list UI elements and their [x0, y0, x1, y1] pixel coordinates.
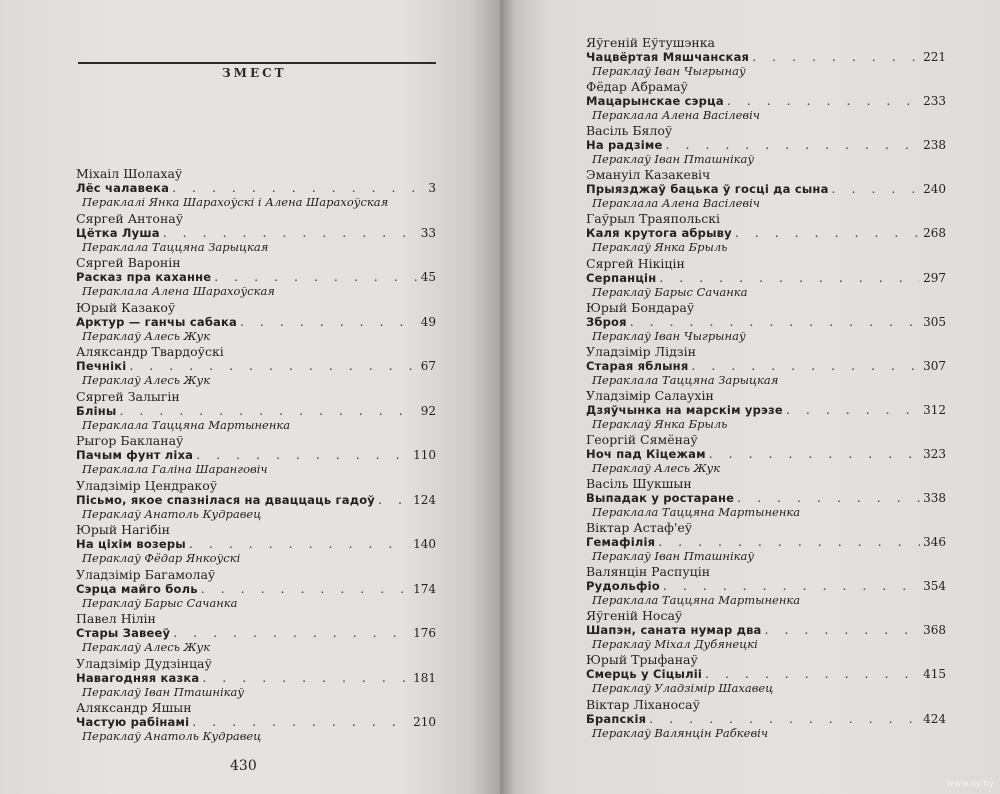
leader-dots	[214, 270, 417, 284]
entry-translator: Пераклала Таццяна Мартыненка	[592, 593, 801, 608]
leader-dots	[378, 493, 410, 507]
top-rule	[78, 62, 436, 64]
contents-entry	[76, 567, 436, 610]
leader-dots	[196, 448, 410, 462]
leader-dots	[192, 715, 410, 729]
leader-dots	[752, 50, 920, 64]
entry-author: Рыгор Бакланаў	[76, 433, 184, 448]
entry-page-number: 221	[923, 50, 946, 64]
leader-dots	[737, 491, 920, 505]
entry-title-row	[76, 270, 436, 284]
entry-title-row	[76, 226, 436, 240]
contents-entry	[586, 432, 946, 475]
contents-entry	[76, 300, 436, 343]
entry-translator: Пераклала Галіна Шаранговіч	[82, 462, 268, 476]
leader-dots	[735, 226, 920, 240]
leader-dots	[658, 535, 920, 549]
entry-translator: Пераклаў Алесь Жук	[82, 640, 211, 654]
entry-translator: Пераклаў Янка Брыль	[592, 416, 728, 431]
contents-entry	[586, 388, 946, 431]
entry-title: Смерць у Сіцыліі	[586, 667, 702, 682]
entry-title-row	[76, 315, 436, 329]
leader-dots	[202, 671, 410, 685]
entry-title-row	[586, 491, 946, 505]
contents-entry	[586, 79, 946, 122]
entry-title-row	[586, 447, 946, 461]
entry-page-number: 124	[413, 492, 436, 507]
entry-title: Выпадак у ростаране	[586, 491, 735, 505]
entry-title-row	[76, 715, 436, 729]
contents-entry	[76, 478, 436, 521]
contents-entry	[76, 522, 436, 565]
entry-translator: Пераклаў Іван Пташнікаў	[592, 152, 755, 167]
entry-translator: Пераклаў Янка Брыль	[592, 240, 728, 255]
entry-translator: Пераклаў Анатоль Кудравец	[82, 729, 262, 743]
entry-translator: Пераклаў Барыс Сачанка	[82, 595, 238, 610]
contents-entry	[76, 389, 436, 432]
leader-dots	[659, 271, 920, 285]
entry-author: Яўгеній Еўтушэнка	[586, 35, 715, 50]
entry-title-row	[76, 404, 436, 418]
leader-dots	[129, 359, 417, 373]
entry-translator: Пераклалі Янка Шарахоўскі і Алена Шарахоўская	[82, 195, 389, 209]
contents-heading: ЗМЕСТ	[222, 66, 287, 80]
entry-author: Яўгеній Носаў	[586, 608, 683, 624]
entry-page-number: 297	[923, 270, 946, 285]
entry-page-number: 45	[420, 270, 436, 284]
entry-title: Чацвёртая Мяшчанская	[586, 50, 750, 64]
entry-title: Ноч пад Кіцежам	[586, 446, 706, 461]
entry-page-number: 33	[420, 225, 436, 240]
entry-translator: Пераклаў Іван Пташнікаў	[592, 549, 755, 564]
entry-title-row	[586, 712, 946, 726]
entry-translator: Пераклала Таццяна Мартыненка	[82, 417, 291, 432]
entry-author: Уладзімір Дудзінцаў	[76, 655, 212, 671]
leader-dots	[832, 182, 921, 196]
entry-author: Сяргей Нікіцін	[586, 255, 685, 271]
contents-entry	[76, 344, 436, 387]
leader-dots	[765, 623, 921, 637]
entry-page-number: 140	[413, 537, 436, 551]
entry-page-number: 307	[923, 358, 946, 373]
entry-title-row	[586, 138, 946, 152]
entry-page-number: 368	[923, 623, 946, 638]
entry-translator: Пераклала Таццяна Зарыцкая	[82, 239, 269, 254]
contents-entry	[586, 35, 946, 78]
entry-page-number: 323	[923, 446, 946, 461]
entry-page-number: 181	[413, 670, 436, 685]
entry-page-number: 67	[420, 359, 436, 373]
entry-title-row	[76, 626, 436, 640]
contents-entry	[76, 700, 436, 743]
entry-author: Віктар Астаф'еў	[586, 520, 693, 536]
entry-author: Валянцін Распуцін	[586, 564, 711, 580]
contents-entry	[586, 167, 946, 210]
entry-title: Лёс чалавека	[76, 181, 170, 195]
entry-page-number: 176	[413, 626, 436, 640]
leader-dots	[691, 359, 920, 373]
entry-title-row	[586, 271, 946, 285]
entry-title-row	[586, 535, 946, 549]
entry-title: Пачым фунт ліха	[76, 448, 194, 462]
entry-title: Шапэн, саната нумар два	[586, 623, 762, 638]
entry-title: Стары Завееў	[76, 626, 171, 640]
entry-translator: Пераклаў Валянцін Рабкевіч	[592, 725, 768, 740]
entry-title: Серпанцін	[586, 270, 657, 285]
entry-author: Юрый Нагібін	[76, 522, 170, 537]
entry-title-row	[76, 582, 436, 596]
entry-title: Бліны	[76, 403, 117, 418]
entry-translator: Пераклала Алена Васілевіч	[592, 108, 760, 123]
entry-title-row	[586, 50, 946, 64]
entry-page-number: 338	[923, 491, 946, 505]
entry-title: На ціхім возеры	[76, 537, 186, 551]
contents-entry	[586, 123, 946, 166]
entry-title-row	[76, 448, 436, 462]
leader-dots	[189, 537, 410, 551]
entry-title: Печнікі	[76, 359, 127, 373]
entry-author: Юрый Бондараў	[586, 299, 695, 315]
entry-page-number: 424	[923, 711, 946, 726]
contents-entry	[586, 476, 946, 519]
entry-translator: Пераклаў Іван Чыгрынаў	[592, 328, 746, 343]
entry-translator: Пераклаў Барыс Сачанка	[592, 284, 748, 299]
leader-dots	[727, 94, 920, 108]
entry-title-row	[586, 579, 946, 593]
entry-author: Сяргей Антонаў	[76, 210, 184, 226]
leader-dots	[663, 579, 920, 593]
entry-title: На радзіме	[586, 138, 663, 153]
contents-entry	[586, 520, 946, 563]
entry-author: Міхаіл Шолахаў	[76, 166, 183, 181]
entry-translator: Пераклаў Алесь Жук	[82, 373, 211, 387]
entry-translator: Пераклала Алена Васілевіч	[592, 196, 760, 211]
entry-title: Расказ пра каханне	[76, 270, 212, 284]
entry-page-number: 174	[413, 581, 436, 596]
entry-author: Уладзімір Цендракоў	[76, 477, 218, 493]
entry-page-number: 354	[923, 579, 946, 594]
entry-author: Васіль Бялоў	[586, 123, 673, 139]
contents-entry	[76, 255, 436, 298]
entry-author: Аляксандр Яшын	[76, 700, 192, 715]
entry-title-row	[586, 182, 946, 196]
entry-author: Уладзімір Багамолаў	[76, 566, 216, 582]
contents-entry	[586, 300, 946, 343]
entry-title-row	[76, 359, 436, 373]
entry-title-row	[586, 403, 946, 417]
entry-author: Гаўрыл Траяпольскі	[586, 211, 721, 227]
entry-page-number: 415	[923, 667, 946, 682]
contents-entry	[586, 211, 946, 254]
entry-author: Павел Нілін	[76, 611, 156, 626]
entry-author: Эмануіл Казакевіч	[586, 167, 711, 183]
contents-entry	[586, 256, 946, 299]
leader-dots	[173, 626, 410, 640]
leader-dots	[240, 315, 418, 329]
entry-translator: Пераклала Алена Шарахоўская	[82, 284, 275, 298]
entry-translator: Пераклаў Алесь Жук	[592, 460, 721, 475]
entry-translator: Пераклаў Алесь Жук	[82, 328, 211, 343]
entry-author: Георгій Сямёнаў	[586, 431, 698, 447]
entry-title-row	[586, 359, 946, 373]
entry-title-row	[586, 623, 946, 637]
entry-title: Рудольфіо	[586, 579, 660, 594]
leader-dots	[119, 404, 417, 418]
contents-entry	[76, 166, 436, 209]
entry-title: Брапскія	[586, 711, 647, 726]
entry-author: Аляксандр Твардоўскі	[76, 344, 224, 359]
contents-entry	[586, 652, 946, 695]
entry-title-row	[586, 667, 946, 681]
entry-page-number: 268	[923, 226, 946, 241]
entry-title: Пісьмо, якое спазнілася на дваццаць гадоў	[76, 492, 375, 507]
leader-dots	[666, 138, 921, 152]
page-number: 430	[230, 758, 257, 774]
entry-title-row	[586, 315, 946, 329]
entry-title-row	[586, 94, 946, 108]
entry-author: Фёдар Абрамаў	[586, 79, 688, 95]
entry-title-row	[76, 181, 436, 195]
entry-translator: Пераклаў Фёдар Янкоўскі	[82, 551, 241, 565]
entry-title: Зброя	[586, 314, 627, 329]
contents-entry	[76, 433, 436, 476]
leader-dots	[705, 667, 920, 681]
leader-dots	[172, 181, 425, 195]
entry-title: Старая яблыня	[586, 358, 689, 373]
entry-page-number: 92	[420, 403, 436, 418]
leader-dots	[649, 712, 920, 726]
entry-translator: Пераклаў Міхал Дубянецкі	[592, 637, 758, 652]
entry-page-number: 3	[428, 181, 436, 195]
entry-author: Віктар Ліханосаў	[586, 696, 700, 712]
entry-title: Дзяўчынка на марскім урэзе	[586, 402, 783, 417]
entry-page-number: 49	[420, 314, 436, 329]
contents-entry	[586, 344, 946, 387]
contents-entry	[586, 697, 946, 740]
contents-entry	[76, 656, 436, 699]
entry-title: Прыязджаў бацька ў госці да сына	[586, 182, 829, 197]
entry-translator: Пераклала Таццяна Мартыненка	[592, 505, 801, 519]
contents-entry	[586, 564, 946, 607]
entry-title-row	[76, 493, 436, 507]
entry-page-number: 233	[923, 94, 946, 109]
entry-translator: Пераклаў Анатоль Кудравец	[82, 506, 262, 521]
entry-page-number: 210	[413, 715, 436, 729]
entry-translator: Пераклаў Іван Чыгрынаў	[592, 64, 746, 78]
leader-dots	[201, 582, 410, 596]
entry-title: Мацарынскае сэрца	[586, 94, 724, 109]
leader-dots	[630, 315, 920, 329]
entry-title-row	[76, 537, 436, 551]
entry-title-row	[586, 226, 946, 240]
entry-page-number: 305	[923, 314, 946, 329]
entry-author: Сяргей Варонін	[76, 255, 181, 270]
entry-page-number: 110	[413, 448, 436, 462]
entry-translator: Пераклаў Іван Пташнікаў	[82, 684, 245, 699]
entry-title: Гемафілія	[586, 535, 656, 550]
contents-entry	[76, 211, 436, 254]
entry-title: Сэрца майго боль	[76, 581, 198, 596]
entry-page-number: 346	[923, 535, 946, 550]
entry-translator: Пераклаў Уладзімір Шахавец	[592, 681, 774, 696]
entry-title: Цётка Луша	[76, 225, 160, 240]
entry-author: Юрый Трыфанаў	[586, 652, 698, 668]
watermark: www.ay.by	[946, 779, 994, 789]
right-page	[500, 0, 1000, 794]
entry-author: Сяргей Залыгін	[76, 388, 180, 404]
entry-page-number: 312	[923, 402, 946, 417]
leader-dots	[709, 447, 920, 461]
leader-dots	[786, 403, 920, 417]
entry-title: Каля крутога абрыву	[586, 226, 732, 241]
entry-page-number: 238	[923, 138, 946, 153]
contents-entry	[586, 608, 946, 651]
entry-title: Частую рабінамі	[76, 715, 190, 729]
entry-title: Навагодняя казка	[76, 670, 200, 685]
entry-title-row	[76, 671, 436, 685]
entry-title: Арктур — ганчы сабака	[76, 314, 237, 329]
entry-page-number: 240	[923, 182, 946, 197]
entry-author: Уладзімір Салаухін	[586, 387, 714, 403]
contents-entry	[76, 611, 436, 654]
leader-dots	[163, 226, 418, 240]
entry-translator: Пераклала Таццяна Зарыцкая	[592, 372, 779, 387]
entry-author: Васіль Шукшын	[586, 476, 692, 491]
entry-author: Юрый Казакоў	[76, 299, 176, 315]
entry-author: Уладзімір Лідзін	[586, 343, 696, 359]
